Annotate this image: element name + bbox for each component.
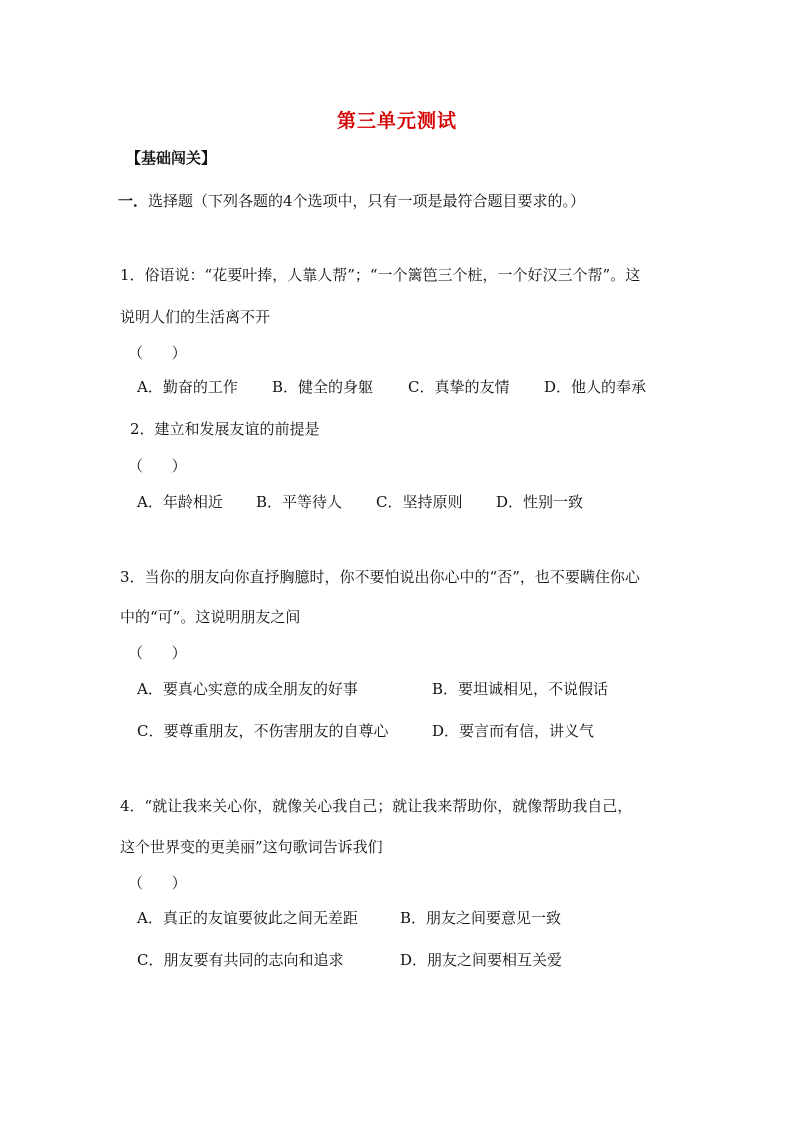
q4-option-c: C．朋友要有共同的志向和追求 [137, 951, 344, 969]
q4-option-a: A．真正的友谊要彼此之间无差距 [137, 909, 358, 927]
page-title: 第三单元测试 [336, 110, 457, 132]
q1-option-d: D．他人的奉承 [544, 378, 647, 396]
q1-option-a: A．勤奋的工作 [137, 378, 238, 396]
q3-stem-line2: 中的“可”。这说明朋友之间 [120, 608, 301, 626]
q1-stem-line2: 说明人们的生活离不开 [120, 308, 271, 326]
q2-stem-line1: 2．建立和发展友谊的前提是 [130, 420, 320, 438]
section-basic: 【基础闯关】 [126, 149, 217, 167]
q4-answer-parens: （ ） [128, 874, 187, 892]
part1-heading-line [118, 191, 585, 211]
q4-option-d: D．朋友之间要相互关爱 [400, 951, 563, 969]
q2-option-d: D．性别一致 [496, 493, 584, 511]
q4-stem-line1: 4．“就让我来关心你，就像关心我自己；就让我来帮助你，就像帮助我自己， [120, 797, 633, 815]
q3-option-d: D．要言而有信，讲义气 [432, 722, 595, 740]
q3-stem-line1: 3．当你的朋友向你直抒胸臆时，你不要怕说出你心中的“否”，也不要瞒住你心 [120, 568, 640, 586]
q4-stem-line2: 这个世界变的更美丽”这句歌词告诉我们 [120, 838, 383, 856]
q2-option-b: B．平等待人 [256, 493, 343, 511]
q2-option-a: A．年龄相近 [137, 493, 223, 511]
q1-option-b: B．健全的身躯 [272, 378, 374, 396]
q3-option-c: C．要尊重朋友，不伤害朋友的自尊心 [137, 722, 389, 740]
q1-option-c: C．真挚的友情 [408, 378, 510, 396]
q2-answer-parens: （ ） [128, 457, 187, 475]
part1-instruction: 选择题（下列各题的4个选项中，只有一项是最符合题目要求的。） [148, 192, 586, 210]
q3-answer-parens: （ ） [128, 644, 187, 662]
q4-option-b: B．朋友之间要意见一致 [400, 909, 562, 927]
q3-option-a: A．要真心实意的成全朋友的好事 [137, 680, 358, 698]
q1-answer-parens: （ ） [128, 344, 187, 362]
q1-stem-line1: 1．俗语说：“花要叶捧，人靠人帮”；“一个篱笆三个桩，一个好汉三个帮”。这 [120, 266, 641, 284]
q2-option-c: C．坚持原则 [376, 493, 463, 511]
q3-option-b: B．要坦诚相见，不说假话 [432, 680, 609, 698]
part1-number: 一． [118, 192, 149, 210]
